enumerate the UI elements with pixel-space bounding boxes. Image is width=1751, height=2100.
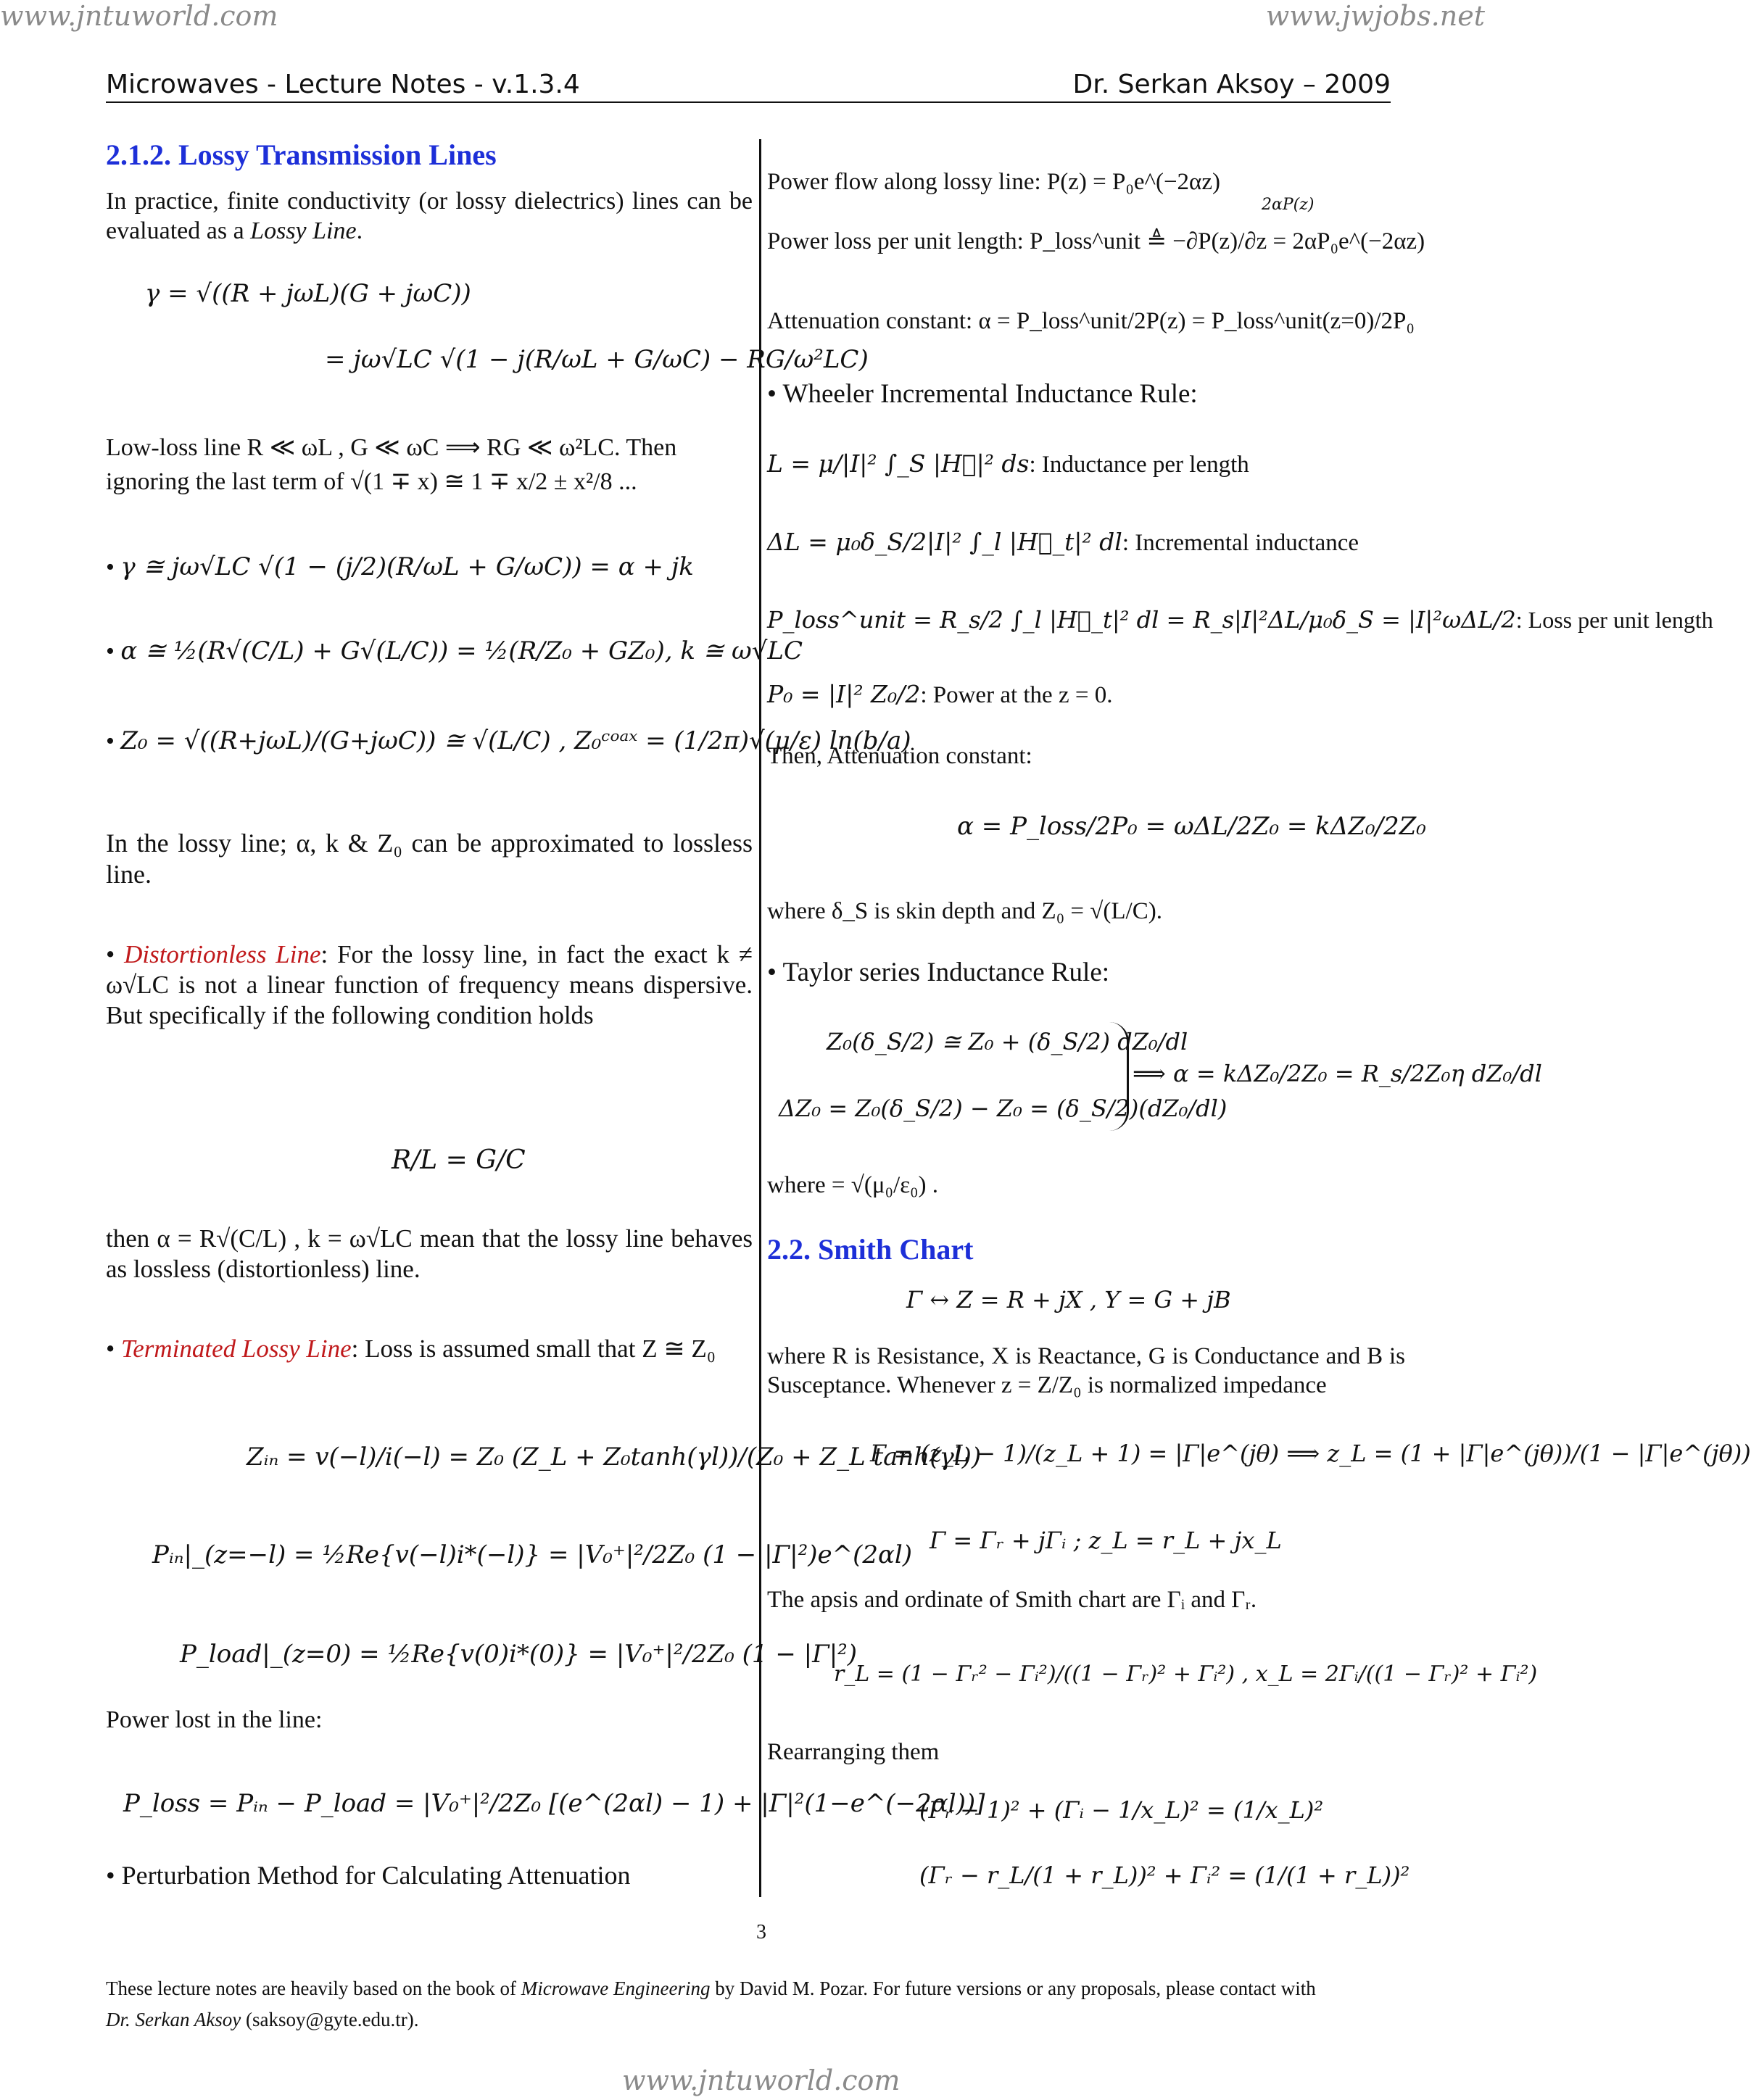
eq-L-row <box>767 449 1249 480</box>
footer-text-a: These lecture notes are heavily based on the book of <box>106 1977 521 1999</box>
eq-gamma-parts: Γ = Γᵣ + jΓᵢ ; z_L = r_L + jx_L <box>930 1527 1282 1554</box>
where-rx: where R is Resistance, X is Reactance, G is Conductance and B is Susceptance. Whenever z = Z/Z₀ is normalized impedance <box>767 1343 1405 1398</box>
eq-b1: γ ≅ jω√LC √(1 − (j/2)(R/ωL + G/ωC)) = α + jk <box>120 552 694 581</box>
header-right: Dr. Serkan Aksoy – 2009 <box>1072 70 1391 99</box>
wheeler-title: Wheeler Incremental Inductance Rule: <box>782 379 1198 409</box>
rearranging-label: Rearranging them <box>767 1739 940 1765</box>
wheeler-item <box>767 378 1198 410</box>
bullet-dot: • <box>106 1861 122 1890</box>
perturbation-item <box>106 1860 630 1891</box>
footer <box>106 1973 1396 2035</box>
where-eta: where = √(μ₀/ε₀) . <box>767 1172 939 1198</box>
section-title-smith: 2.2. Smith Chart <box>767 1233 974 1266</box>
footer-text-b: by David M. Pozar. For future versions or any proposals, please contact with <box>710 1977 1316 1999</box>
taylor-brace <box>1109 1022 1129 1131</box>
eq-pload: P_load|_(z=0) = ½Re{v(0)i*(0)} = |V₀⁺|²/2Z₀ (1 − |Γ|²) <box>180 1640 858 1669</box>
column-divider <box>759 139 761 1897</box>
eq-alpha: α = P_loss/2P₀ = ωΔL/2Z₀ = kΔZ₀/2Z₀ <box>957 812 1426 841</box>
eq-pin: Pᵢₙ|_(z=−l) = ½Re{v(−l)i*(−l)} = |V₀⁺|²/2Z₀ (1 − |Γ|²)e^(2αl) <box>152 1540 913 1569</box>
bullet-dot: • <box>767 379 783 409</box>
eq-rl-xl: r_L = (1 − Γᵣ² − Γᵢ²)/((1 − Γᵣ)² + Γᵢ²) , x_L = 2Γᵢ/((1 − Γᵣ)² + Γᵢ²) <box>834 1661 1538 1687</box>
eq-b3: Z₀ = √((R+jωL)/(G+jωC)) ≅ √(L/C) , Z₀ᶜᵒᵃˣ = (1/2π)√(μ/ε) ln(b/a) <box>120 726 911 755</box>
apsis-text: The apsis and ordinate of Smith chart are Γᵢ and Γᵣ. <box>767 1587 1257 1613</box>
power-loss-unit: Power loss per unit length: P_loss^unit ≜ −∂P(z)/∂z = 2αP₀e^(−2αz) <box>767 228 1425 254</box>
terminated-paragraph <box>106 1334 753 1364</box>
where-skin: where δ_S is skin depth and Z₀ = √(L/C). <box>767 898 1162 924</box>
approx-paragraph: In the lossy line; α, k & Z₀ can be approximated to lossless line. <box>106 829 753 889</box>
page-number: 3 <box>756 1921 766 1943</box>
eq-condition: R/L = G/C <box>392 1145 526 1175</box>
eq-dL: ΔL = μ₀δ_S/2|I|² ∫_l |H⃗_t|² dl <box>767 528 1122 556</box>
bullet-dot: • <box>106 728 121 755</box>
bullet-alpha <box>106 636 803 667</box>
intro-paragraph <box>106 187 753 246</box>
distortionless-paragraph <box>106 939 753 1031</box>
atten-const: Attenuation constant: α = P_loss^unit/2P(z) = P_loss^unit(z=0)/2P₀ <box>767 308 1415 334</box>
terminated-title: Terminated Lossy Line <box>121 1335 352 1363</box>
overbrace-label: 2αP(z) <box>1262 196 1315 214</box>
eq-p0: P₀ = |I|² Z₀/2 <box>767 680 921 708</box>
perturbation-text: Perturbation Method for Calculating Attenuation <box>121 1861 631 1890</box>
then-paragraph: then α = R√(C/L) , k = ω√LC mean that the lossy line behaves as lossless (distortionless) line. <box>106 1224 753 1283</box>
taylor-item <box>767 957 1109 989</box>
power-lost-label: Power lost in the line: <box>106 1706 323 1733</box>
taylor-title: Taylor series Inductance Rule: <box>782 958 1110 987</box>
eq-dL-row <box>767 528 1359 558</box>
eq-ploss-unit-row <box>767 606 1713 634</box>
watermark-top-right: www.jwjobs.net <box>1265 0 1485 32</box>
distortionless-text: : For the lossy line, in fact the exact k ≠ ω√LC is not a linear function of frequency means dispersive. But specifically if the following condition holds <box>106 940 753 1029</box>
distortionless-title: Distortionless Line <box>124 940 321 968</box>
eq-circle-2: (Γᵣ − r_L/(1 + r_L))² + Γᵢ² = (1/(1 + r_L))² <box>919 1862 1410 1889</box>
eq-dL-desc: : Incremental inductance <box>1122 530 1359 556</box>
eq-gamma-map: Γ ↔ Z = R + jX , Y = G + jB <box>906 1286 1231 1313</box>
bullet-dot: • <box>106 1335 122 1363</box>
eq-ploss-unit: P_loss^unit = R_s/2 ∫_l |H⃗_t|² dl = R_s|I|²ΔL/μ₀δ_S = |I|²ωΔL/2 <box>767 606 1516 634</box>
terminated-text: : Loss is assumed small that Z ≅ Z₀ <box>351 1335 716 1363</box>
eq-gamma-2: = jω√LC √(1 − j(R/ωL + G/ωC) − RG/ω²LC) <box>325 345 869 374</box>
eq-b2: α ≅ ½(R√(C/L) + G√(L/C)) = ½(R/Z₀ + GZ₀), k ≅ ω√LC <box>120 636 803 665</box>
eq-ploss: P_loss = Pᵢₙ − P_load = |V₀⁺|²/2Z₀ [(e^(2αl) − 1) + |Γ|²(1−e^(−2αl))] <box>123 1789 985 1818</box>
intro-lossy-line: Lossy Line <box>250 217 357 244</box>
header-rule <box>106 101 1391 103</box>
lowloss-line-2: ignoring the last term of √(1 ∓ x) ≅ 1 ∓ x/2 ± x²/8 ... <box>106 468 637 495</box>
eq-L: L = μ/|I|² ∫_S |H⃗|² ds <box>767 449 1030 478</box>
bullet-dot: • <box>106 554 121 581</box>
power-flow: Power flow along lossy line: P(z) = P₀e^(−2αz) <box>767 169 1220 195</box>
eq-L-desc: : Inductance per length <box>1029 452 1249 478</box>
footer-line-2 <box>106 2004 1396 2035</box>
eq-circle-1: (Γᵣ − 1)² + (Γᵢ − 1/x_L)² = (1/x_L)² <box>919 1796 1324 1824</box>
lowloss-line-1: Low-loss line R ≪ ωL , G ≪ ωC ⟹ RG ≪ ω²LC. Then <box>106 434 677 461</box>
footer-email: (saksoy@gyte.edu.tr). <box>241 2009 419 2031</box>
bullet-dot: • <box>767 958 783 987</box>
bullet-gamma <box>106 552 694 583</box>
intro-text: In practice, finite conductivity (or lossy dielectrics) lines can be evaluated as a <box>106 188 753 244</box>
watermark-bottom: www.jntuworld.com <box>622 2064 901 2096</box>
footer-book-title: Microwave Engineering <box>521 1977 711 1999</box>
eq-p0-desc: : Power at the z = 0. <box>920 682 1113 708</box>
eq-taylor-3: ⟹ α = kΔZ₀/2Z₀ = R_s/2Z₀η dZ₀/dl <box>1133 1060 1542 1087</box>
eq-p0-row <box>767 680 1112 710</box>
eq-taylor-2: ΔZ₀ = Z₀(δ_S/2) − Z₀ = (δ_S/2)(dZ₀/dl) <box>779 1095 1228 1122</box>
section-title-lossy: 2.1.2. Lossy Transmission Lines <box>106 138 497 171</box>
eq-gamma-zl: Γ = (z_L − 1)/(z_L + 1) = |Γ|e^(jθ) ⟹ z_L = (1 + |Γ|e^(jθ))/(1 − |Γ|e^(jθ)) <box>870 1440 1751 1467</box>
footer-line-1 <box>106 1973 1396 2004</box>
eq-gamma-1: γ = √((R + jωL)(G + jωC)) <box>145 279 471 308</box>
bullet-dot: • <box>106 638 121 665</box>
eq-taylor-1: Z₀(δ_S/2) ≅ Z₀ + (δ_S/2) dZ₀/dl <box>827 1028 1188 1055</box>
eq-zin: Zᵢₙ = v(−l)/i(−l) = Z₀ (Z_L + Z₀tanh(γl))/(Z₀ + Z_L tanh(γl)) <box>247 1443 982 1472</box>
watermark-top-left: www.jntuworld.com <box>0 0 278 32</box>
footer-author: Dr. Serkan Aksoy <box>106 2009 241 2031</box>
eq-ploss-unit-desc: : Loss per unit length <box>1515 607 1713 633</box>
bullet-dot: • <box>106 940 125 968</box>
then-atten: Then, Attenuation constant: <box>767 743 1032 769</box>
header-left: Microwaves - Lecture Notes - v.1.3.4 <box>106 70 580 99</box>
intro-end: . <box>356 217 363 244</box>
